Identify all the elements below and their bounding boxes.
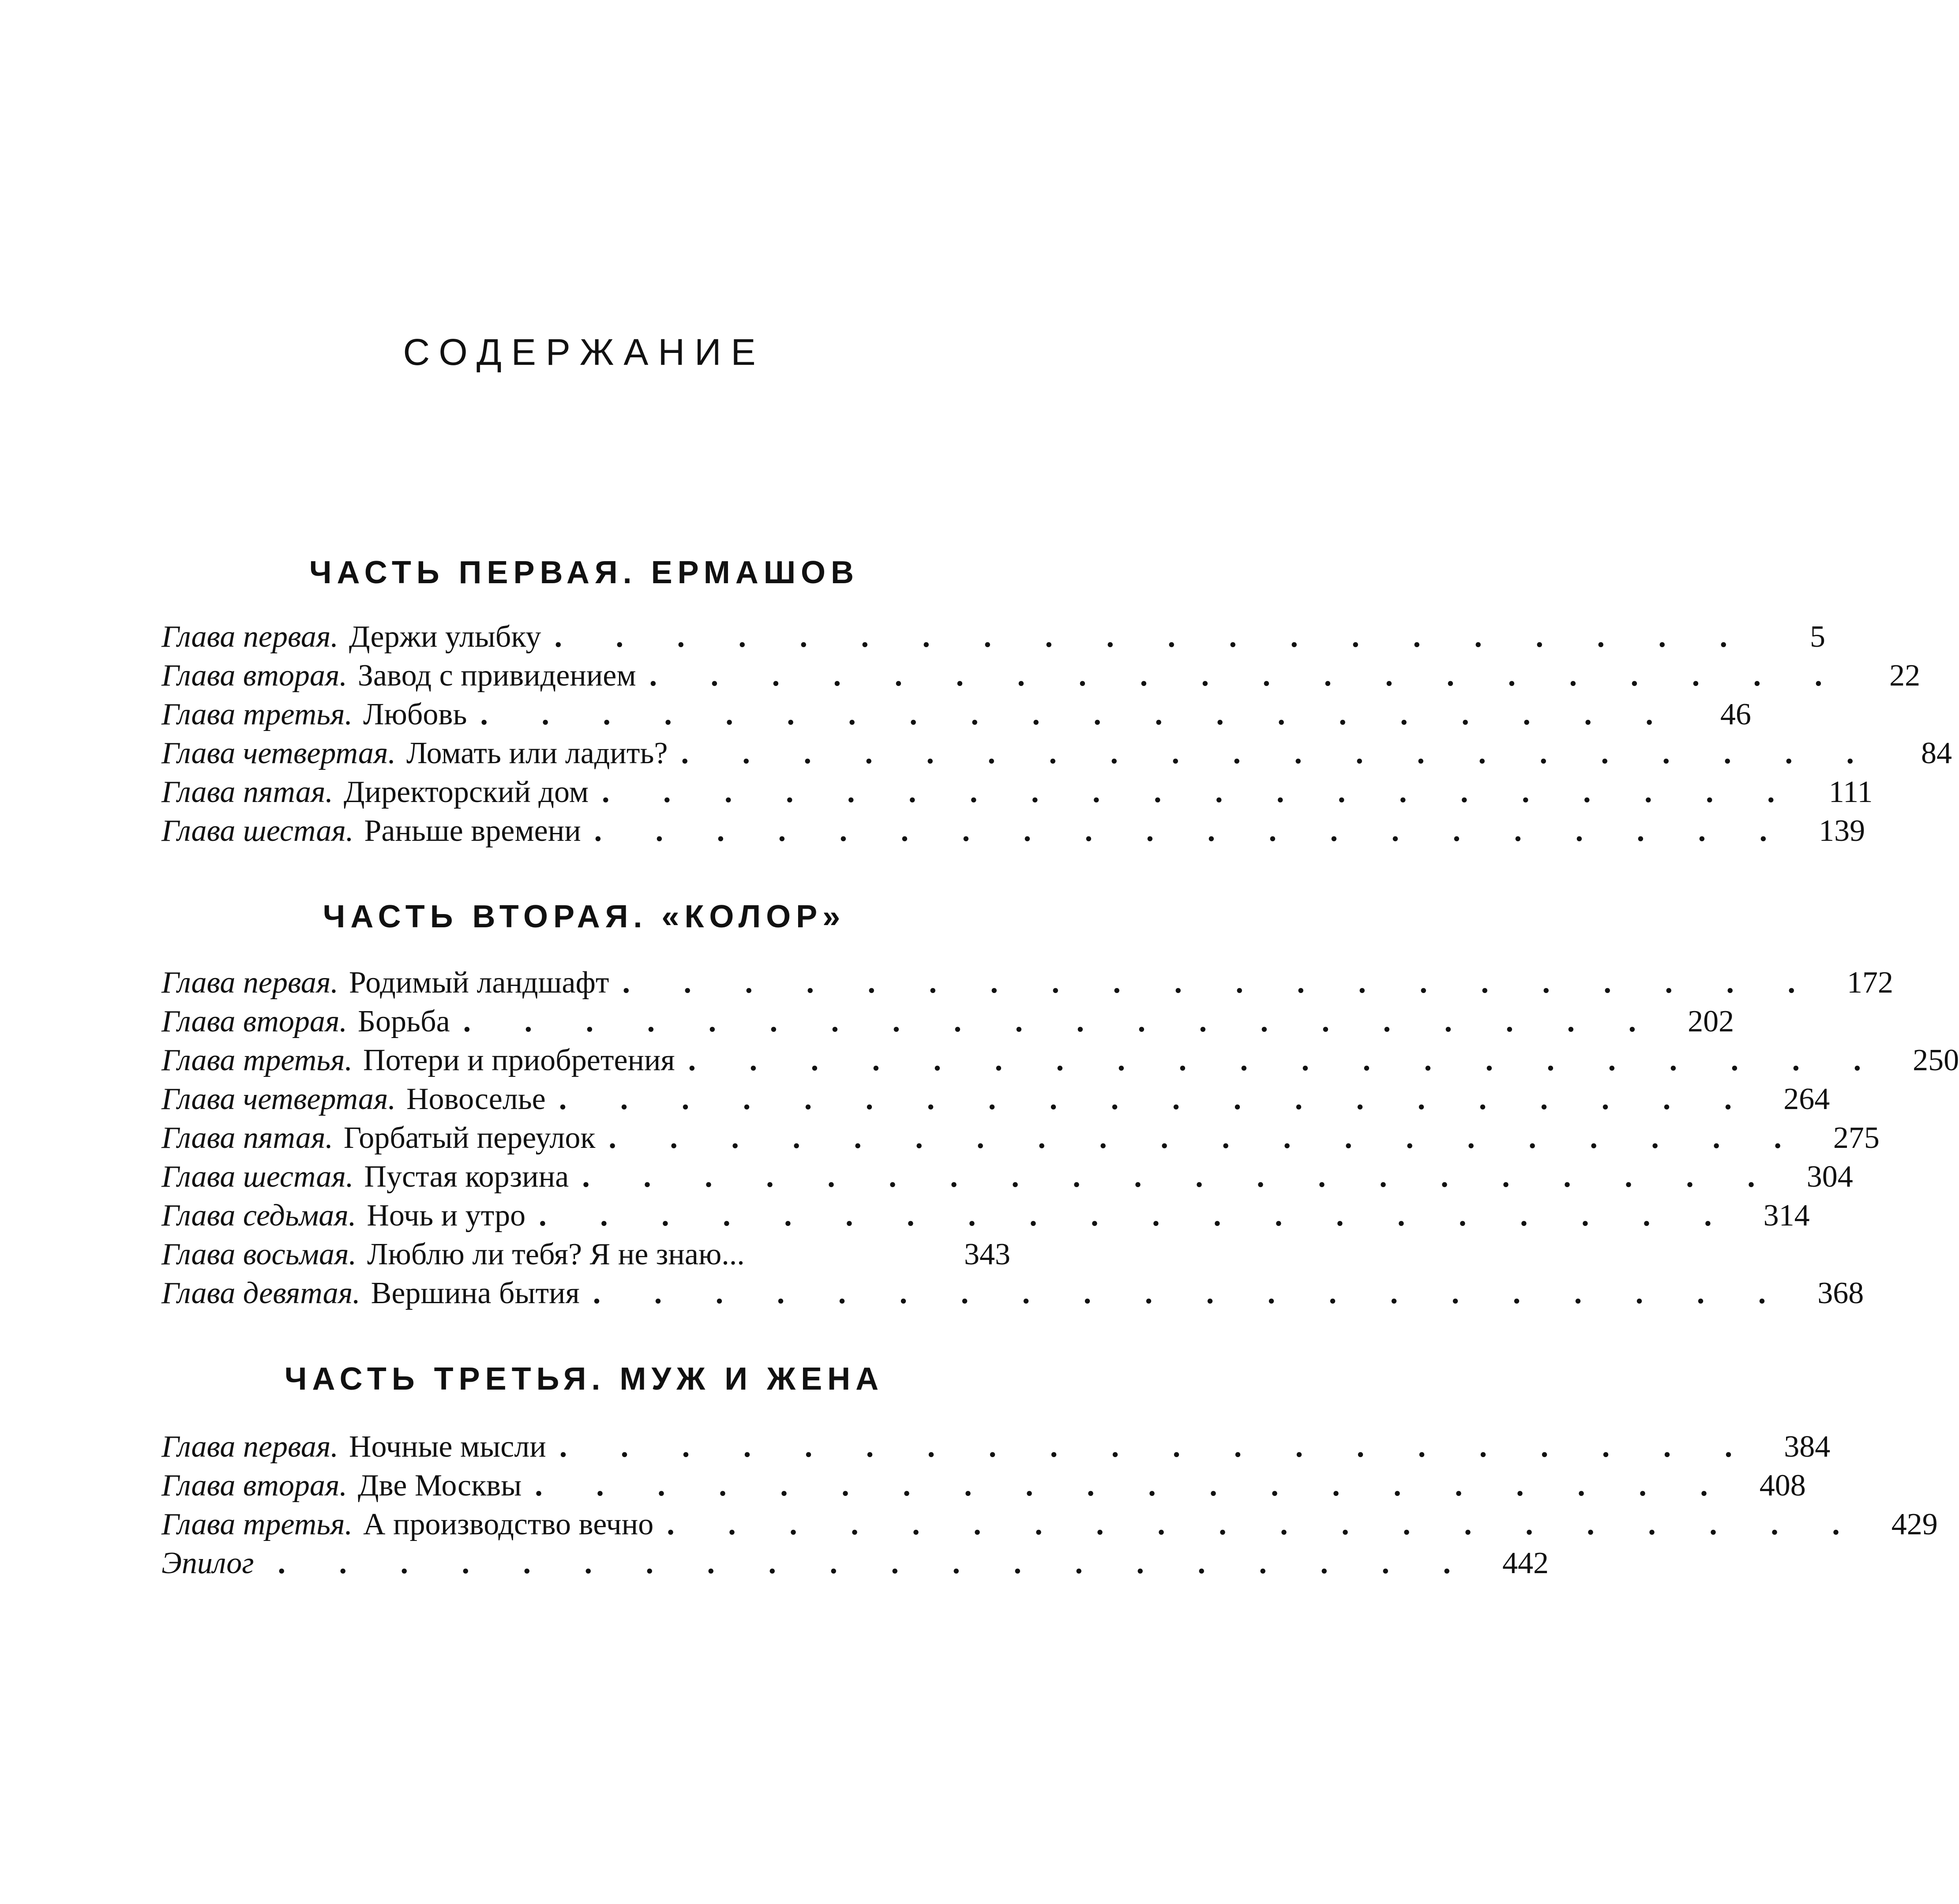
leader-dots: . . . . . . . . . . . . . . . . . . . . bbox=[622, 966, 1818, 1000]
chapter-label: Глава шестая. bbox=[161, 814, 354, 848]
page-number: 442 bbox=[1502, 1546, 1549, 1580]
chapter-title: Борьба bbox=[357, 1004, 450, 1038]
chapter-title: Родимый ландшафт bbox=[349, 966, 609, 1000]
chapter-label: Глава первая. bbox=[161, 1430, 338, 1464]
page-title: СОДЕРЖАНИЕ bbox=[403, 331, 766, 373]
toc-entry[interactable] bbox=[161, 1158, 1853, 1196]
chapter-label: Глава пятая. bbox=[161, 1121, 333, 1155]
toc-entry[interactable] bbox=[161, 1428, 1831, 1466]
toc-entry[interactable] bbox=[161, 963, 1893, 1002]
toc-entry[interactable] bbox=[161, 1041, 1959, 1080]
chapter-title: А производство вечно bbox=[363, 1507, 654, 1541]
chapter-label: Глава шестая. bbox=[161, 1160, 354, 1194]
chapter-title: Директорский дом bbox=[343, 775, 589, 809]
leader-dots: . . . . . . . . . . . . . . . . . . . . bbox=[688, 1043, 1884, 1077]
chapter-title: Пустая корзина bbox=[364, 1160, 569, 1194]
page-number: 314 bbox=[1763, 1199, 1810, 1233]
chapter-title: Ночные мысли bbox=[349, 1430, 546, 1464]
leader-dots: . . . . . . . . . . . . . . . . . . . . bbox=[582, 1160, 1778, 1194]
page-number: 384 bbox=[1784, 1430, 1831, 1464]
page-number: 172 bbox=[1846, 966, 1893, 1000]
toc-entry[interactable] bbox=[161, 812, 1865, 851]
leader-dots: . . . . . . . . . . . . . . . . . . . . bbox=[559, 1430, 1756, 1464]
chapter-label: Глава четвертая. bbox=[161, 736, 396, 770]
page-number: 84 bbox=[1921, 736, 1952, 770]
chapter-label: Глава седьмая. bbox=[161, 1199, 357, 1233]
chapter-title: Вершина бытия bbox=[371, 1276, 580, 1310]
toc-entry[interactable] bbox=[161, 1274, 1864, 1313]
chapter-label: Глава третья. bbox=[161, 697, 353, 731]
page-number: 250 bbox=[1913, 1043, 1959, 1077]
chapter-label: Глава третья. bbox=[161, 1507, 353, 1541]
page-number: 304 bbox=[1806, 1160, 1853, 1194]
leader-dots: . . . . . . . . . . . . . . . . . . . . bbox=[667, 1507, 1863, 1541]
page-number: 408 bbox=[1759, 1469, 1806, 1503]
chapter-title: Люблю ли тебя? Я не знаю... bbox=[367, 1237, 745, 1271]
toc-list-part-1 bbox=[161, 618, 1952, 851]
page-number: 46 bbox=[1720, 697, 1751, 731]
page-number: 5 bbox=[1809, 620, 1825, 654]
chapter-label: Глава первая. bbox=[161, 620, 338, 654]
toc-entry[interactable] bbox=[161, 1505, 1938, 1544]
toc-list-part-3 bbox=[161, 1428, 1938, 1583]
page-number: 368 bbox=[1817, 1276, 1864, 1310]
chapter-label: Глава вторая. bbox=[161, 1004, 347, 1038]
leader-dots: . . . . . . . . . . . . . . . . . . . . bbox=[681, 736, 1877, 770]
toc-list-part-2 bbox=[161, 963, 1959, 1313]
toc-entry[interactable] bbox=[161, 1196, 1810, 1235]
page-number: 22 bbox=[1889, 659, 1921, 693]
leader-dots: . . . . . . . . . . . . . . . . . . . . bbox=[594, 814, 1790, 848]
toc-entry[interactable] bbox=[161, 695, 1751, 734]
chapter-title: Держи улыбку bbox=[349, 620, 541, 654]
chapter-label: Эпилог bbox=[161, 1546, 254, 1580]
toc-entry[interactable] bbox=[161, 1002, 1734, 1041]
page-number: 139 bbox=[1819, 814, 1865, 848]
leader-dots: . . . . . . . . . . . . . . . . . . . . bbox=[278, 1546, 1474, 1580]
chapter-title: Новоселье bbox=[406, 1082, 546, 1116]
toc-entry[interactable] bbox=[161, 618, 1825, 656]
leader-dots: . . . . . . . . . . . . . . . . . . . . bbox=[480, 697, 1676, 731]
chapter-label: Глава вторая. bbox=[161, 659, 347, 693]
page-number: 275 bbox=[1833, 1121, 1880, 1155]
chapter-title: Горбатый переулок bbox=[343, 1121, 596, 1155]
page-number: 343 bbox=[964, 1237, 1010, 1271]
toc-entry[interactable] bbox=[161, 1119, 1880, 1158]
leader-dots: . . . . . . . . . . . . . . . . . . . . bbox=[593, 1276, 1789, 1310]
part-heading-1: ЧАСТЬ ПЕРВАЯ. ЕРМАШОВ bbox=[309, 555, 859, 590]
page-number: 202 bbox=[1688, 1004, 1734, 1038]
chapter-label: Глава девятая. bbox=[161, 1276, 360, 1310]
leader-dots: . . . . . . . . . . . . . . . . . . . . bbox=[539, 1199, 1735, 1233]
toc-entry[interactable] bbox=[161, 1544, 1549, 1583]
toc-entry[interactable] bbox=[161, 773, 1873, 812]
chapter-title: Любовь bbox=[363, 697, 467, 731]
chapter-label: Глава первая. bbox=[161, 966, 338, 1000]
toc-entry[interactable] bbox=[161, 1235, 1010, 1274]
leader-dots: . . . . . . . . . . . . . . . . . . . . bbox=[649, 659, 1846, 693]
chapter-title: Две Москвы bbox=[357, 1469, 522, 1503]
leader-dots: . . . . . . . . . . . . . . . . . . . . bbox=[602, 775, 1798, 809]
chapter-label: Глава четвертая. bbox=[161, 1082, 396, 1116]
leader-dots: . . . . . . . . . . . . . . . . . . . . bbox=[463, 1004, 1659, 1038]
page-number: 429 bbox=[1891, 1507, 1938, 1541]
page-number: 111 bbox=[1828, 775, 1873, 809]
chapter-label: Глава восьмая. bbox=[161, 1237, 357, 1271]
chapter-label: Глава вторая. bbox=[161, 1469, 347, 1503]
chapter-title: Ночь и утро bbox=[367, 1199, 526, 1233]
chapter-title: Завод с привидением bbox=[357, 659, 636, 693]
chapter-title: Потери и приобретения bbox=[363, 1043, 675, 1077]
toc-entry[interactable] bbox=[161, 734, 1952, 773]
chapter-title: Раньше времени bbox=[364, 814, 581, 848]
toc-entry[interactable] bbox=[161, 656, 1921, 695]
page-number: 264 bbox=[1783, 1082, 1830, 1116]
toc-entry[interactable] bbox=[161, 1466, 1806, 1505]
leader-dots: . . . . . . . . . . . . . . . . . . . . bbox=[608, 1121, 1805, 1155]
chapter-label: Глава пятая. bbox=[161, 775, 333, 809]
part-heading-3: ЧАСТЬ ТРЕТЬЯ. МУЖ И ЖЕНА bbox=[284, 1361, 884, 1397]
toc-entry[interactable] bbox=[161, 1080, 1830, 1119]
chapter-label: Глава третья. bbox=[161, 1043, 353, 1077]
part-heading-2: ЧАСТЬ ВТОРАЯ. «КОЛОР» bbox=[323, 899, 846, 934]
leader-dots: . . . . . . . . . . . . . . . . . . . . bbox=[554, 620, 1750, 654]
leader-dots: . . . . . . . . . . . . . . . . . . . . bbox=[535, 1469, 1731, 1503]
leader-dots: . . . . . . . . . . . . . . . . . . . . bbox=[559, 1082, 1755, 1116]
chapter-title: Ломать или ладить? bbox=[406, 736, 668, 770]
